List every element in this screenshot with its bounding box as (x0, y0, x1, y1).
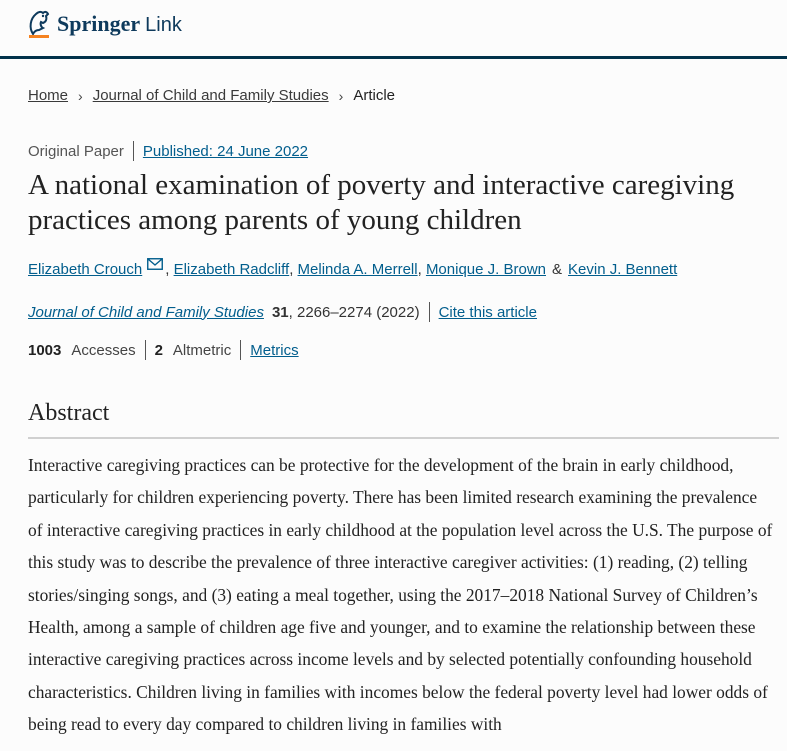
page-title: A national examination of poverty and interactive caregiving practices among parents of young children (28, 169, 735, 236)
author-link[interactable]: Kevin J. Bennett (568, 261, 678, 278)
breadcrumb-home[interactable]: Home (28, 87, 69, 104)
altmetric-count: 2 (154, 341, 163, 359)
breadcrumb-current: Article (353, 87, 395, 104)
chevron-right-icon: › (338, 87, 344, 104)
divider (429, 302, 430, 322)
divider (133, 141, 134, 161)
journal-link[interactable]: Journal of Child and Family Studies (28, 303, 264, 321)
divider (145, 340, 146, 360)
breadcrumb-journal[interactable]: Journal of Child and Family Studies (92, 87, 329, 104)
metrics-link[interactable]: Metrics (250, 341, 299, 359)
springer-link-logo[interactable] (26, 8, 182, 40)
author-list: Elizabeth Crouch , Elizabeth Radcliff , Melinda A. Merrell , Monique J. Brown & Kevin J. Bennett (28, 261, 677, 278)
chevron-right-icon: › (78, 87, 83, 104)
citation-line (28, 302, 537, 322)
published-date-link[interactable]: Published: 24 June 2022 (142, 142, 309, 160)
accesses-label: Accesses (71, 341, 136, 359)
author-link[interactable]: Elizabeth Radcliff (173, 261, 290, 278)
page-range: , 2266–2274 (2022) (288, 303, 420, 321)
email-icon[interactable] (147, 257, 163, 274)
article-metrics (28, 340, 299, 360)
author-link[interactable]: Melinda A. Merrell (297, 261, 418, 278)
abstract-text: Interactive caregiving practices can be protective for the development of the brain in early childhood, particularly for children experiencing poverty. There has been limited research examining the prevalence of interactive caregiving practices in early childhood at the population level across the U.S. The purpose of this study was to describe the prevalence of three interactive caregiver activities: (1) reading, (2) telling stories/singing songs, and (3) eating a meal together, using the 2017–2018 National Survey of Children’s Health, among a sample of children age five and younger, and to examine the relationship between these interactive caregiving practices across income levels and by selected potentially confounding household characteristics. Children living in families with incomes below the federal poverty level had lower odds of being read to every day compared to children living in families with (28, 455, 773, 735)
and-symbol: & (552, 261, 563, 278)
divider (240, 340, 241, 360)
abstract-heading: Abstract (28, 400, 110, 426)
volume-number: 31 (271, 303, 289, 321)
site-header (0, 0, 787, 59)
author-link[interactable]: Monique J. Brown (425, 261, 546, 278)
article-type: Original Paper (28, 142, 124, 160)
springer-horse-icon (26, 8, 52, 40)
breadcrumb (28, 87, 395, 104)
brand-name: Springer Link (57, 11, 182, 36)
article-meta (28, 141, 308, 161)
author-link[interactable]: Elizabeth Crouch (28, 261, 143, 278)
altmetric-label: Altmetric (172, 341, 232, 359)
accesses-count: 1003 (28, 341, 62, 359)
cite-article-link[interactable]: Cite this article (438, 303, 537, 321)
section-divider (28, 437, 779, 439)
